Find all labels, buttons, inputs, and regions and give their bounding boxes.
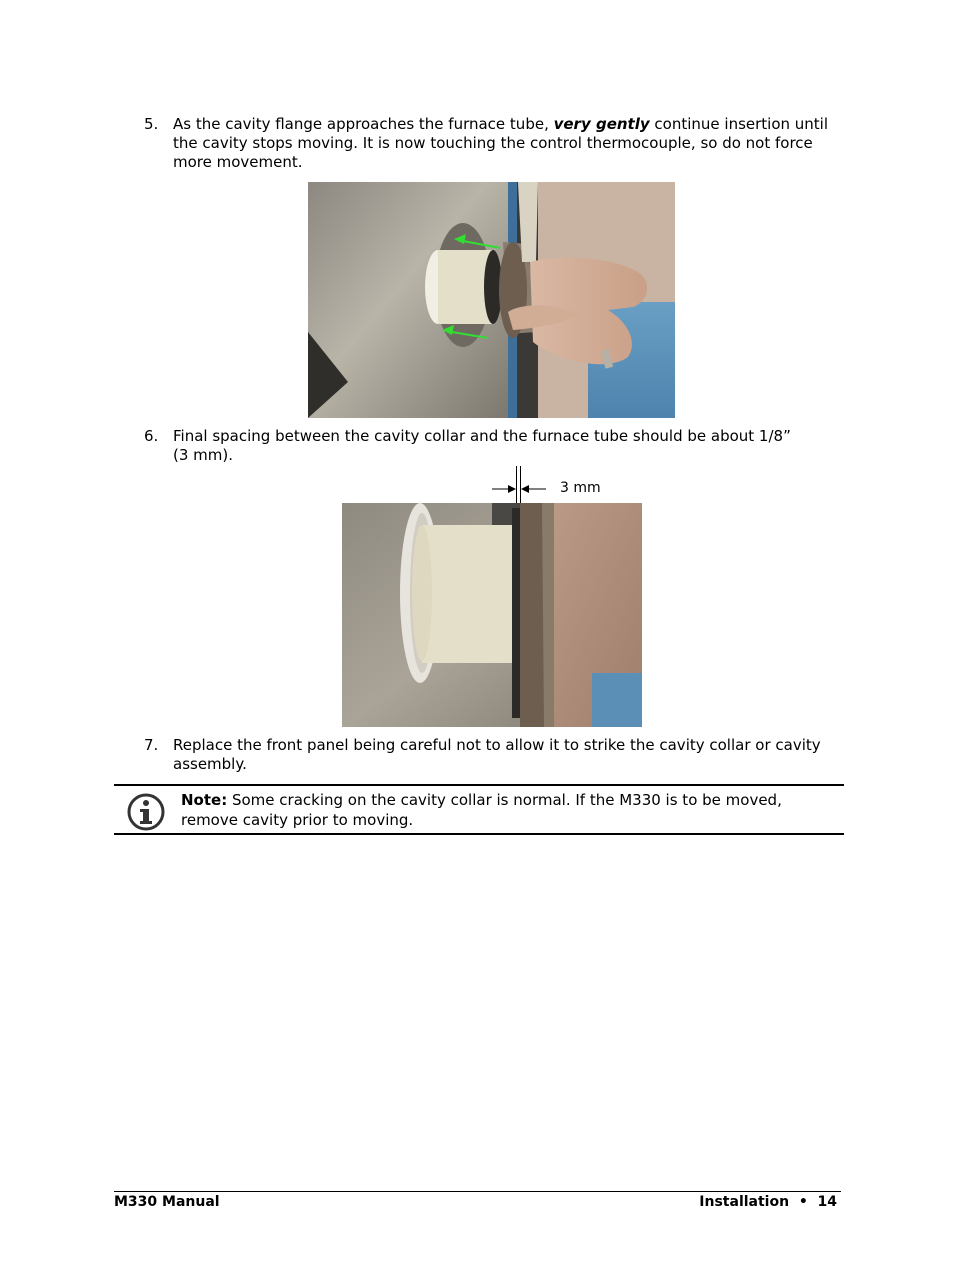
photo-cavity-spacing	[342, 503, 642, 727]
step-text-part: As the cavity flange approaches the furnace tube,	[173, 115, 554, 133]
photo-cavity-spacing-image	[342, 503, 642, 727]
note-bottom-rule	[114, 833, 844, 835]
step-number: 6.	[144, 427, 159, 445]
footer-right: Installation • 14	[699, 1194, 837, 1210]
note-body: Some cracking on the cavity collar is normal. If the M330 is to be moved, remove cavity prior to moving.	[181, 791, 782, 829]
step-text	[173, 427, 843, 465]
info-icon	[126, 792, 166, 832]
note-text	[181, 790, 841, 830]
step-number: 7.	[144, 736, 159, 754]
dimension-label: 3 mm	[560, 480, 601, 496]
step-text	[173, 115, 843, 172]
step-text-part: continue insertion until the cavity stops moving. It is now touching the control thermocouple, so do not force more movement.	[173, 115, 829, 171]
step-text-line: Final spacing between the cavity collar and the furnace tube should be about 1/8”	[173, 427, 791, 445]
photo-cavity-insertion	[308, 182, 675, 418]
footer-left: M330 Manual	[114, 1194, 220, 1210]
footer-rule	[114, 1191, 841, 1192]
photo-cavity-insertion-image	[308, 182, 675, 418]
step-text-line: (3 mm).	[173, 446, 234, 464]
note-top-rule	[114, 784, 844, 786]
note-label: Note:	[181, 791, 228, 809]
step-text: Replace the front panel being careful not to allow it to strike the cavity collar or cavity assembly.	[173, 736, 821, 773]
emphasis-text: very gently	[553, 115, 650, 133]
step-number: 5.	[144, 115, 159, 133]
